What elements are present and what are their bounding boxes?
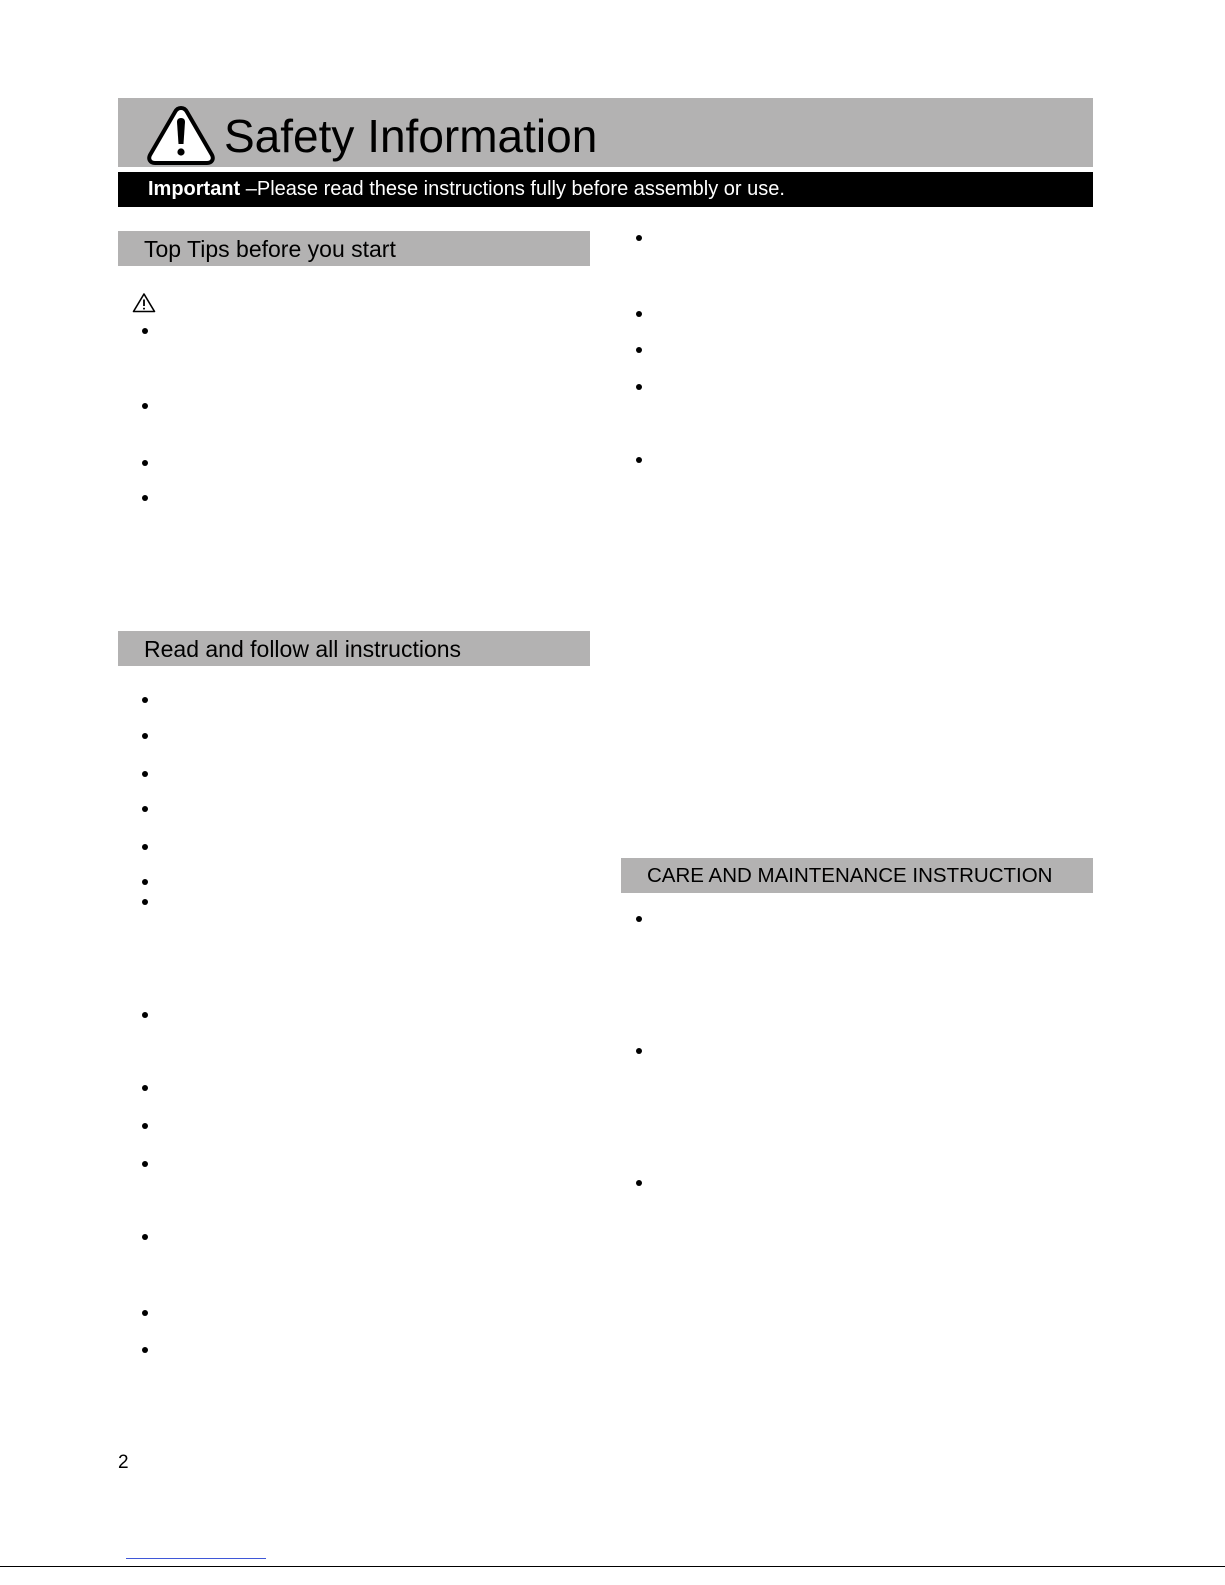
list-bullet (636, 1180, 642, 1186)
list-bullet (142, 1234, 148, 1240)
page-number: 2 (118, 1452, 129, 1473)
section-header-care (621, 858, 1093, 893)
warning-triangle-icon (132, 292, 156, 313)
list-bullet (142, 495, 148, 501)
list-bullet (142, 844, 148, 850)
important-label: Important (148, 178, 241, 200)
list-bullet (142, 899, 148, 905)
list-bullet (142, 403, 148, 409)
list-bullet (142, 1161, 148, 1167)
list-bullet (142, 460, 148, 466)
list-bullet (142, 328, 148, 334)
footer-link-underline (126, 1558, 266, 1559)
list-bullet (636, 916, 642, 922)
list-bullet (636, 311, 642, 317)
important-notice (118, 172, 1093, 207)
list-bullet (636, 347, 642, 353)
section-title: Top Tips before you start (144, 236, 396, 262)
page-title: Safety Information (224, 110, 598, 162)
list-bullet (142, 771, 148, 777)
list-bullet (142, 1012, 148, 1018)
section-header-read-follow (118, 631, 590, 666)
list-bullet (142, 733, 148, 739)
list-bullet (142, 1123, 148, 1129)
list-bullet (142, 1310, 148, 1316)
section-header-top-tips (118, 231, 590, 266)
list-bullet (142, 1347, 148, 1353)
list-bullet (636, 235, 642, 241)
page-bottom-rule (0, 1566, 1225, 1567)
list-bullet (142, 697, 148, 703)
list-bullet (636, 457, 642, 463)
list-bullet (142, 1085, 148, 1091)
warning-triangle-icon (146, 104, 216, 166)
section-title: CARE AND MAINTENANCE INSTRUCTION (647, 864, 1053, 887)
list-bullet (142, 879, 148, 885)
list-bullet (142, 806, 148, 812)
important-text: –Please read these instructions fully before assembly or use. (240, 178, 785, 200)
section-title: Read and follow all instructions (144, 636, 462, 662)
list-bullet (636, 384, 642, 390)
list-bullet (636, 1048, 642, 1054)
